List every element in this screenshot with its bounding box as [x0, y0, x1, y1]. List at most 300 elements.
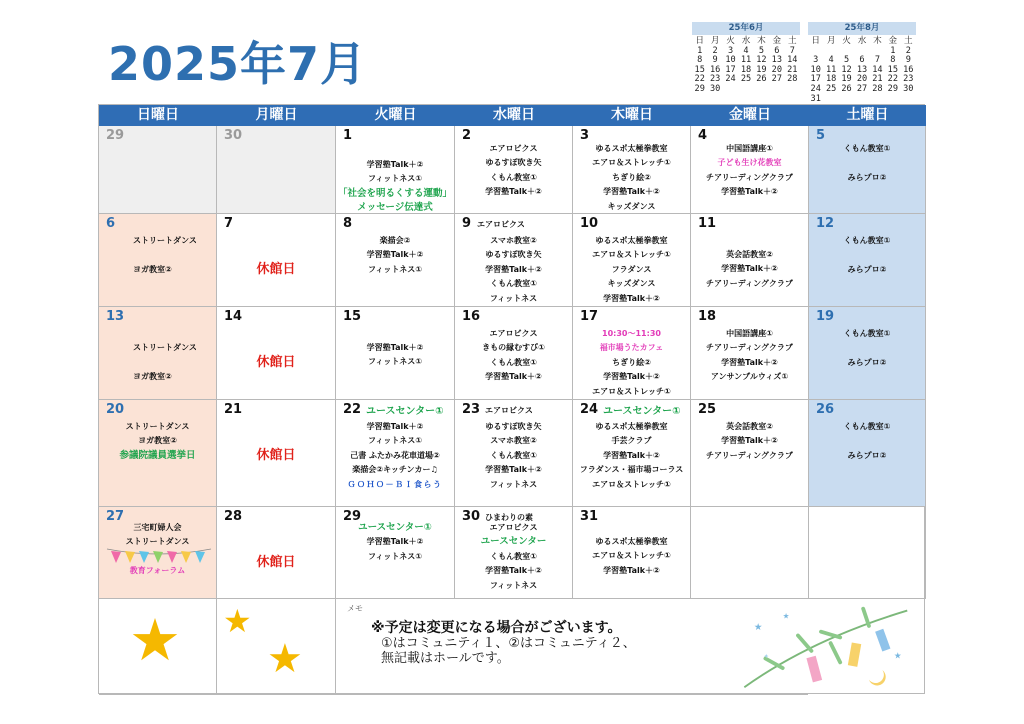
day-number: 11 — [698, 216, 717, 231]
day-number: 17 — [580, 309, 599, 324]
day-cell[interactable] — [691, 307, 809, 400]
day-number: 13 — [106, 309, 125, 324]
day-cell[interactable] — [573, 307, 691, 400]
event-item: ゆるすぽ吹き矢 — [485, 422, 542, 431]
event-item: 学習塾Talk＋② — [485, 465, 542, 475]
mini-day: 9 — [905, 55, 911, 66]
mini-day: 13 — [856, 64, 868, 75]
day-cell[interactable] — [691, 507, 809, 599]
event-item — [809, 434, 925, 448]
day-cell[interactable] — [691, 400, 809, 507]
mini-weekday: 金 — [888, 36, 898, 46]
weekday-header: 土曜日 — [809, 105, 926, 126]
mini-day: 1 — [697, 45, 703, 56]
day-number: 5 — [816, 128, 826, 143]
mini-day: 19 — [756, 64, 767, 75]
day-number: 10 — [580, 216, 599, 231]
day-number: 27 — [106, 509, 125, 524]
event-item: スマホ教室② — [490, 236, 537, 245]
event-list — [691, 327, 808, 385]
event-item: ヨガ教室② — [138, 436, 177, 446]
event-item: エアロ＆ストレッチ① — [592, 551, 671, 561]
mini-day: 17 — [725, 64, 736, 75]
mini-day: 21 — [872, 74, 883, 85]
day-number: 29 — [343, 509, 362, 524]
day-number: 26 — [816, 402, 835, 417]
day-cell[interactable] — [217, 126, 336, 214]
mini-weekday: 日 — [811, 36, 821, 46]
event-list — [455, 327, 572, 385]
mini-weekday: 木 — [757, 36, 766, 46]
mini-day: 11 — [740, 55, 752, 66]
event-list — [99, 341, 216, 384]
event-item: スマホ教室② — [490, 436, 537, 446]
day-cell[interactable] — [455, 400, 573, 507]
star-icon: ★ — [129, 606, 181, 674]
event-item: フィットネス① — [367, 357, 423, 367]
day-number: 3 — [580, 128, 590, 143]
mini-day: 8 — [697, 55, 703, 66]
event-item: 学習塾Talk＋② — [366, 343, 424, 352]
event-list — [573, 420, 690, 492]
closed-label: 休館日 — [256, 262, 296, 277]
event-item: 教育フォーラム — [129, 566, 186, 576]
weekday-header: 日曜日 — [99, 105, 217, 126]
event-item: チアリーディングクラブ — [706, 450, 793, 460]
inline-event: ひまわりの素 — [485, 513, 533, 522]
event-list — [809, 234, 925, 277]
event-item: メッセージ伝達式 — [357, 202, 433, 214]
day-cell[interactable] — [691, 126, 809, 214]
event-item: エアロ＆ストレッチ① — [592, 158, 671, 168]
event-item: ちぎり絵② — [612, 172, 651, 182]
memo-label: メモ — [347, 604, 363, 613]
event-item: フィットネス — [489, 580, 538, 590]
day-cell[interactable] — [336, 507, 455, 599]
svg-text:★: ★ — [753, 621, 763, 633]
mini-weekday: 水 — [741, 36, 751, 46]
mini-day: 6 — [774, 45, 780, 56]
mini-day: 25 — [825, 83, 837, 94]
mini-day: 22 — [887, 74, 899, 85]
day-cell[interactable] — [99, 307, 217, 400]
day-number: 4 — [698, 128, 708, 143]
day-number: 25 — [698, 402, 717, 417]
mini-calendar-grid — [808, 37, 916, 104]
day-cell[interactable] — [217, 400, 336, 507]
day-number: 12 — [816, 216, 835, 231]
mini-weekday: 土 — [787, 36, 797, 46]
event-item: フラダンス・福市場コーラス — [579, 465, 684, 475]
event-list — [573, 142, 690, 214]
event-item: エアロビクス — [489, 523, 538, 532]
mini-day: 3 — [813, 55, 819, 66]
event-item: 福市場うたカフェ — [599, 343, 664, 353]
day-number: 22 — [343, 402, 362, 417]
mini-day: 12 — [756, 55, 767, 66]
event-item: みらプロ② — [847, 450, 887, 460]
day-cell[interactable] — [336, 214, 455, 307]
day-cell[interactable] — [809, 400, 926, 507]
mini-day: 21 — [787, 64, 798, 75]
event-item: 楽描会②キッチンカー♫ — [352, 465, 438, 475]
event-item: フラダンス — [611, 264, 652, 274]
event-item: アンサンブルウィズ① — [710, 372, 789, 382]
mini-day: 23 — [709, 74, 721, 85]
event-item: くもん教室① — [843, 236, 891, 245]
mini-day: 15 — [887, 64, 899, 75]
day-number: 30 — [224, 128, 243, 143]
mini-day: 24 — [725, 74, 736, 85]
event-item: 中国語講座① — [726, 329, 773, 338]
event-item: 楽描会② — [379, 236, 411, 245]
event-list — [336, 420, 454, 492]
day-cell[interactable] — [809, 307, 926, 400]
day-number: 30 — [462, 509, 481, 524]
youth-center-label: ユースセンター① — [366, 406, 444, 417]
day-cell[interactable] — [217, 507, 336, 599]
day-number: 24 — [580, 402, 599, 417]
event-item: くもん教室① — [843, 144, 891, 153]
day-number: 2 — [462, 128, 472, 143]
day-cell[interactable] — [573, 507, 691, 599]
day-cell[interactable] — [336, 400, 455, 507]
event-list — [336, 521, 454, 564]
mini-weekday: 日 — [695, 36, 705, 46]
weekday-header: 金曜日 — [691, 105, 809, 126]
event-item: フィットネス① — [367, 174, 423, 184]
event-item: 学習塾Talk＋② — [603, 372, 660, 382]
day-number: 31 — [580, 509, 599, 524]
event-item: 学習塾Talk＋② — [485, 566, 542, 576]
event-item: チアリーディングクラブ — [706, 278, 793, 288]
event-item: エアロビクス — [489, 329, 538, 338]
event-item: 学習塾Talk＋② — [366, 250, 424, 260]
event-item: エアロ＆ストレッチ① — [592, 479, 671, 489]
mini-day: 29 — [887, 83, 899, 94]
svg-text:★: ★ — [893, 651, 902, 662]
mini-day: 5 — [843, 55, 850, 66]
mini-day: 24 — [810, 83, 821, 94]
day-cell[interactable] — [455, 126, 573, 214]
event-item: みらプロ② — [847, 264, 887, 274]
mini-weekday: 土 — [903, 36, 913, 46]
inline-event: エアロビクス — [477, 220, 525, 229]
mini-day: 25 — [740, 74, 752, 85]
event-item: 学習塾Talk＋② — [721, 187, 778, 197]
mini-day: 7 — [874, 55, 881, 66]
day-cell[interactable] — [455, 307, 573, 400]
event-item: ユースセンター — [480, 536, 547, 548]
day-number: 8 — [343, 216, 353, 231]
day-cell[interactable] — [217, 214, 336, 307]
event-item: くもん教室① — [843, 422, 891, 431]
event-item: 学習塾Talk＋② — [485, 372, 542, 382]
event-item: ユースセンター① — [358, 522, 432, 533]
event-item: ゆるスポ太極拳教室 — [595, 236, 668, 245]
mini-day: 11 — [825, 64, 837, 75]
event-list — [573, 234, 690, 306]
day-cell[interactable] — [336, 126, 455, 214]
bunting-icon — [105, 545, 213, 569]
event-item: 「社会を明るくする運動」 — [337, 187, 452, 199]
event-item: ゆるすぽ吹き矢 — [485, 250, 542, 260]
event-item: 英会話教室② — [726, 422, 773, 431]
event-item: 学習塾Talk＋② — [366, 160, 424, 169]
event-item: 学習塾Talk＋② — [721, 357, 778, 367]
event-list — [573, 535, 690, 578]
event-item: 学習塾Talk＋② — [721, 264, 778, 274]
mini-day: 15 — [694, 64, 705, 75]
event-item: みらプロ② — [847, 357, 887, 367]
event-list — [336, 158, 454, 214]
event-item: キッズダンス — [607, 279, 656, 289]
mini-day: 19 — [841, 74, 852, 85]
event-item: ゆるスポ太極拳教室 — [595, 422, 668, 431]
event-list — [809, 327, 925, 370]
svg-text:✦: ✦ — [763, 652, 770, 661]
day-number: 21 — [224, 402, 243, 417]
event-item: 英会話教室② — [726, 250, 773, 259]
event-item: くもん教室① — [490, 172, 537, 182]
event-item — [99, 355, 216, 369]
event-list — [455, 234, 572, 306]
event-item: フィットネス① — [367, 264, 423, 274]
day-cell[interactable] — [455, 214, 573, 307]
event-item: チアリーディングクラブ — [706, 172, 793, 182]
event-item: エアロ＆ストレッチ① — [592, 386, 671, 396]
tanabata-icon — [721, 601, 921, 693]
event-item: 学習塾Talk＋② — [603, 565, 660, 575]
event-list — [809, 142, 925, 185]
mini-calendar-grid — [692, 37, 800, 95]
event-list — [573, 327, 690, 399]
mini-day: 29 — [694, 83, 705, 94]
mini-day: 1 — [890, 45, 896, 56]
mini-day: 8 — [890, 55, 896, 66]
event-item: 10:30～11:30 — [602, 329, 661, 338]
event-item: ストリートダンス — [125, 537, 190, 547]
event-item: 学習塾Talk＋② — [603, 450, 660, 460]
event-item: 学習塾Talk＋② — [485, 187, 542, 197]
mini-day: 5 — [758, 45, 765, 56]
event-item: ゆるスポ太極拳教室 — [595, 144, 668, 153]
day-number: 28 — [224, 509, 243, 524]
day-cell[interactable] — [809, 507, 926, 599]
mini-day: 12 — [841, 64, 852, 75]
star-icon: ★ — [267, 636, 303, 682]
event-item: ゆるすぽ吹き矢 — [485, 158, 542, 168]
mini-weekday: 金 — [772, 36, 782, 46]
event-item: 中国語講座① — [726, 144, 773, 153]
day-cell[interactable] — [573, 126, 691, 214]
memo-line: ①はコミュニティ１、②はコミュニティ２、 — [381, 636, 636, 651]
event-item: エアロビクス — [489, 144, 538, 153]
mini-day: 14 — [872, 64, 883, 75]
weekday-header: 水曜日 — [455, 105, 573, 126]
event-item: ストリートダンス — [133, 343, 197, 352]
mini-day: 28 — [872, 83, 883, 94]
event-item — [809, 248, 925, 262]
mini-day: 6 — [859, 55, 865, 66]
event-item: 学習塾Talk＋② — [603, 187, 660, 197]
mini-day: 10 — [810, 64, 821, 75]
closed-label: 休館日 — [256, 555, 296, 570]
event-item: キッズダンス — [607, 201, 656, 211]
mini-day: 20 — [856, 74, 868, 85]
event-item: 学習塾Talk＋② — [366, 422, 424, 431]
event-item: 三宅町婦人会 — [133, 523, 182, 532]
mini-day: 20 — [771, 64, 783, 75]
mini-weekday: 火 — [726, 36, 735, 46]
event-item: 参議院議員選挙日 — [119, 449, 196, 461]
event-list — [691, 248, 808, 291]
day-number: 16 — [462, 309, 481, 324]
event-list — [809, 420, 925, 463]
weekday-header: 月曜日 — [217, 105, 336, 126]
day-number: 14 — [224, 309, 243, 324]
event-list — [99, 234, 216, 277]
event-item — [809, 156, 925, 170]
mini-day: 27 — [856, 83, 868, 94]
weekday-header: 木曜日 — [573, 105, 691, 126]
day-cell[interactable] — [691, 214, 809, 307]
mini-day: 27 — [771, 74, 783, 85]
day-number: 29 — [106, 128, 125, 143]
day-number: 23 — [462, 402, 481, 417]
day-cell[interactable] — [455, 507, 573, 599]
day-number: 9 — [462, 216, 472, 231]
event-item: フィットネス① — [367, 436, 423, 446]
event-item: 学習塾Talk＋② — [366, 537, 424, 547]
mini-day: 16 — [903, 64, 914, 75]
mini-day: 30 — [709, 83, 721, 94]
event-item — [99, 248, 216, 262]
event-list — [455, 142, 572, 200]
day-cell[interactable] — [217, 307, 336, 400]
event-list — [455, 420, 572, 492]
mini-day: 30 — [903, 83, 914, 94]
day-number: 6 — [106, 216, 116, 231]
day-cell[interactable] — [99, 214, 217, 307]
event-item: ストリートダンス — [133, 236, 197, 245]
mini-day: 18 — [825, 74, 837, 85]
day-cell[interactable] — [99, 507, 217, 599]
day-cell[interactable] — [573, 400, 691, 507]
mini-day: 3 — [727, 45, 734, 56]
day-cell[interactable] — [99, 126, 217, 214]
day-cell[interactable] — [336, 307, 455, 400]
event-item: フィットネス — [489, 293, 538, 303]
event-item: チアリーディングクラブ — [706, 343, 793, 353]
event-item: きもの縁むすび① — [482, 343, 545, 353]
event-item: 学習塾Talk＋② — [721, 436, 778, 446]
day-cell[interactable] — [99, 400, 217, 507]
day-number: 15 — [343, 309, 362, 324]
day-cell[interactable] — [809, 214, 926, 307]
day-number: 18 — [698, 309, 717, 324]
mini-day: 16 — [709, 64, 721, 75]
mini-day: 18 — [740, 64, 752, 75]
event-item: フィットネス — [489, 479, 538, 489]
mini-day: 4 — [828, 55, 834, 66]
weekday-header: 火曜日 — [336, 105, 455, 126]
event-list — [336, 234, 454, 277]
day-cell[interactable] — [809, 126, 926, 214]
mini-day: 31 — [810, 93, 821, 104]
day-number: 19 — [816, 309, 835, 324]
youth-center-label: ユースセンター① — [603, 406, 681, 417]
mini-weekday: 月 — [710, 36, 720, 46]
memo-text — [371, 621, 636, 666]
event-item: くもん教室① — [490, 551, 537, 561]
month-calendar — [98, 104, 925, 694]
event-item: 学習塾Talk＋② — [485, 264, 542, 274]
mini-day: 26 — [756, 74, 767, 85]
day-cell[interactable] — [573, 214, 691, 307]
mini-day: 13 — [771, 55, 783, 66]
mini-calendar-august — [808, 22, 916, 104]
mini-day: 23 — [903, 74, 914, 85]
event-item: エアロ＆ストレッチ① — [592, 250, 671, 260]
mini-day: 22 — [694, 74, 705, 85]
day-number: 20 — [106, 402, 125, 417]
closed-label: 休館日 — [256, 448, 296, 463]
mini-weekday: 水 — [857, 36, 867, 46]
event-item: 学習塾Talk＋② — [603, 293, 660, 303]
mini-day: 9 — [712, 55, 718, 66]
mini-calendar-june — [692, 22, 800, 95]
closed-label: 休館日 — [256, 355, 296, 370]
event-item: 子ども生け花教室 — [717, 158, 782, 168]
event-item: みらプロ② — [847, 172, 887, 182]
mini-day: 14 — [787, 55, 798, 66]
mini-day: 17 — [810, 74, 821, 85]
page-title: 2025年7月 — [108, 37, 368, 91]
mini-calendar-label: 25年6月 — [692, 22, 800, 35]
event-item — [809, 341, 925, 355]
event-list — [691, 142, 808, 200]
mini-calendar-label: 25年8月 — [808, 22, 916, 35]
event-item: くもん教室① — [490, 450, 537, 460]
event-item: フィットネス① — [367, 551, 423, 561]
event-item: くもん教室① — [843, 329, 891, 338]
mini-day: 28 — [787, 74, 798, 85]
mini-day: 4 — [743, 45, 749, 56]
event-item: 己書 ふたかみ花車道場② — [350, 450, 440, 460]
mini-day: 10 — [725, 55, 736, 66]
mini-day: 2 — [712, 45, 718, 56]
day-number: 7 — [224, 216, 234, 231]
mini-day: 7 — [789, 45, 795, 56]
event-item: ヨガ教室② — [133, 264, 172, 274]
event-item: ストリートダンス — [125, 422, 190, 431]
event-item: 手芸クラブ — [611, 436, 652, 446]
mini-weekday: 木 — [873, 36, 882, 46]
memo-line: ※予定は変更になる場合がございます。 — [371, 620, 622, 636]
event-list — [455, 521, 572, 593]
star-icon: ★ — [223, 602, 252, 640]
event-item: くもん教室① — [490, 279, 537, 289]
event-list — [336, 341, 454, 370]
svg-text:★: ★ — [782, 611, 790, 621]
mini-weekday: 月 — [826, 36, 836, 46]
mini-day: 26 — [841, 83, 852, 94]
memo-line: 無記載はホールです。 — [381, 651, 510, 666]
event-list — [99, 420, 216, 463]
mini-day: 2 — [905, 45, 911, 56]
day-number: 1 — [343, 128, 353, 143]
